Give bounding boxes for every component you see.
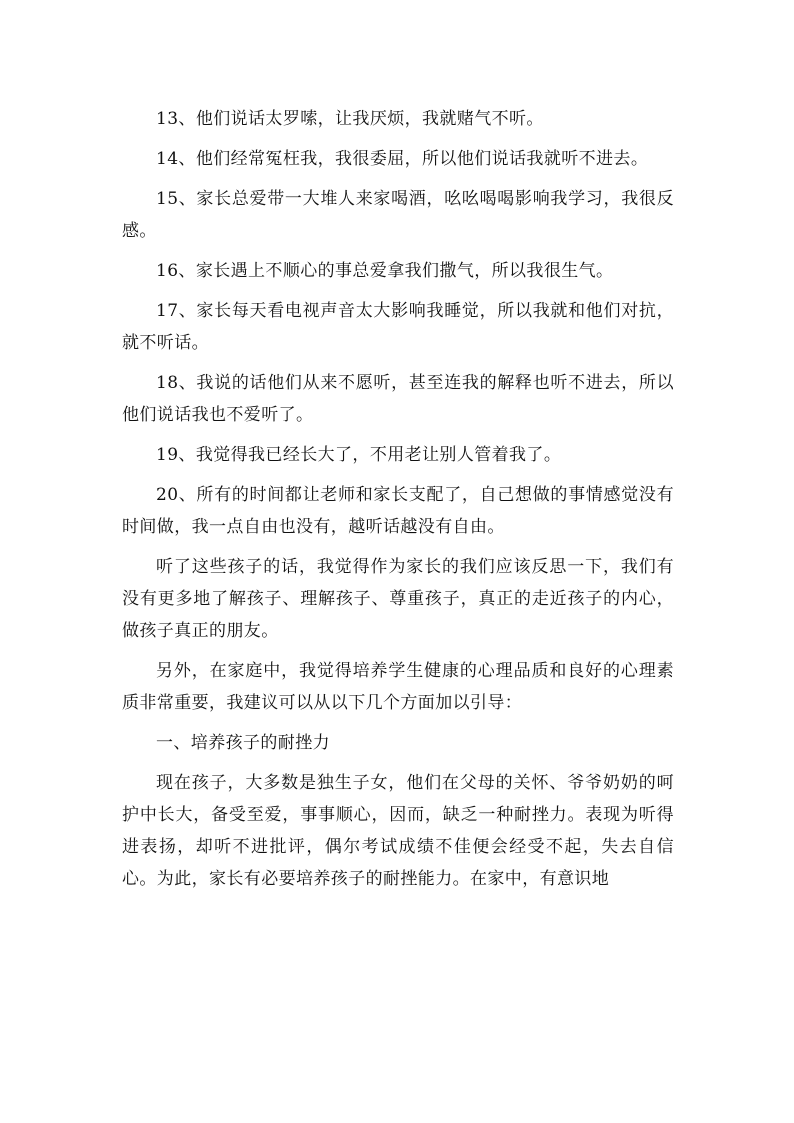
section-heading: 一、培养孩子的耐挫力 — [156, 733, 330, 753]
list-item-13: 13、他们说话太罗嗦，让我厌烦，我就赌气不听。 — [156, 109, 544, 129]
list-item-18: 18、我说的话他们从来不愿听，甚至连我的解释也听不进去，所以他们说话我也不爱听了。 — [122, 373, 674, 425]
body-paragraph: 现在孩子，大多数是独生子女，他们在父母的关怀、爷爷奶奶的呵护中长大，备受至爱，事事顺心，因而，缺乏一种耐挫力。表现为听得进表扬，却听不进批评，偶尔考试成绩不佳便会经受不起，失去自信心。为此，家长有必要培养孩子的耐挫能力。在家中，有意识地 — [122, 773, 674, 889]
list-item-17: 17、家长每天看电视声音太大影响我睡觉，所以我就和他们对抗，就不听话。 — [122, 301, 674, 353]
document-body — [122, 103, 674, 895]
list-item-14: 14、他们经常冤枉我，我很委屈，所以他们说话我就听不进去。 — [156, 149, 649, 169]
list-item-19: 19、我觉得我已经长大了，不用老让别人管着我了。 — [156, 445, 562, 465]
list-item-15: 15、家长总爱带一大堆人来家喝酒，吆吆喝喝影响我学习，我很反感。 — [122, 189, 674, 241]
reflection-paragraph: 听了这些孩子的话，我觉得作为家长的我们应该反思一下，我们有没有更多地了解孩子、理解孩子、尊重孩子，真正的走近孩子的内心，做孩子真正的朋友。 — [122, 557, 674, 641]
list-item-16: 16、家长遇上不顺心的事总爱拿我们撒气，所以我很生气。 — [156, 261, 614, 281]
list-item-20: 20、所有的时间都让老师和家长支配了，自己想做的事情感觉没有时间做，我一点自由也没有，越听话越没有自由。 — [122, 485, 674, 537]
suggestion-intro-paragraph: 另外，在家庭中，我觉得培养学生健康的心理品质和良好的心理素质非常重要，我建议可以从以下几个方面加以引导： — [122, 661, 674, 713]
